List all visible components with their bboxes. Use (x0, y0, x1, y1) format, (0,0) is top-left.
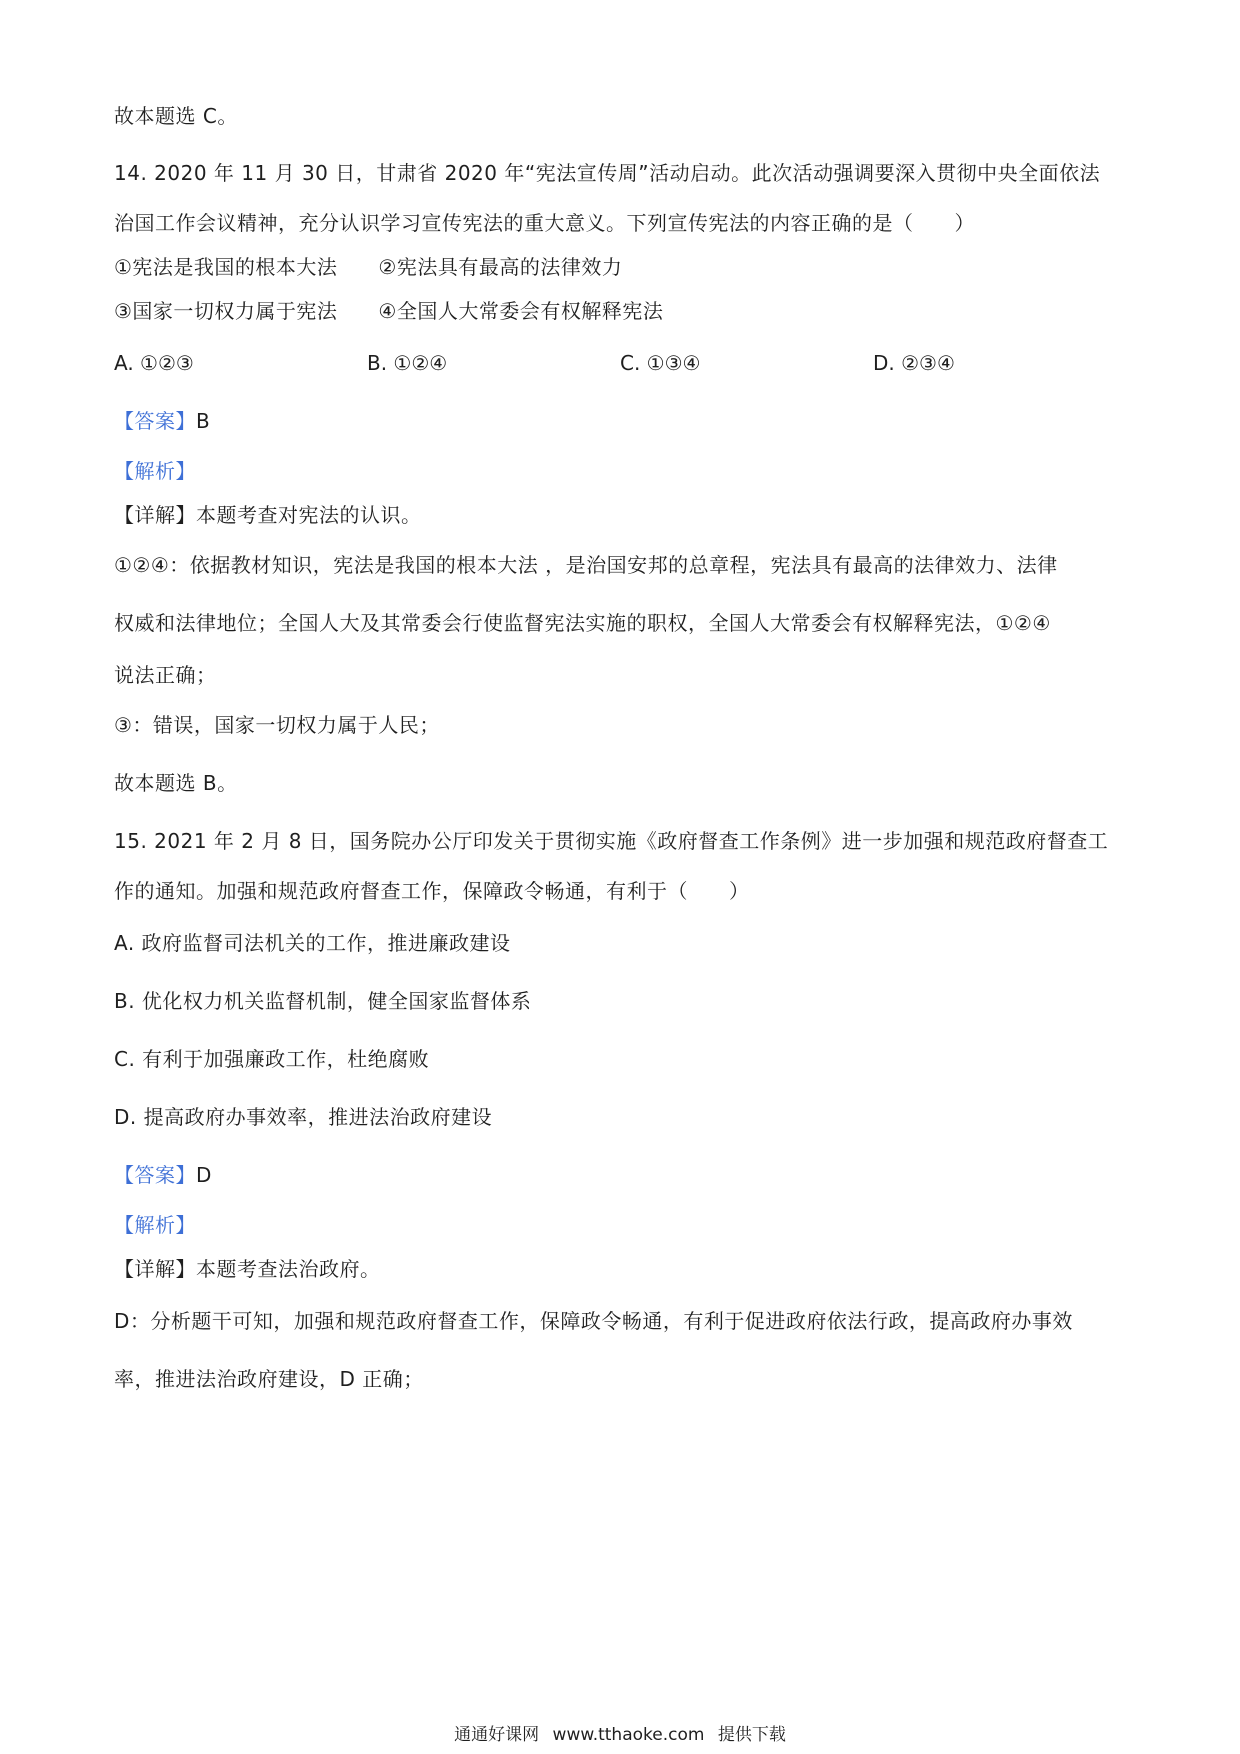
q15-option-a: A. 政府监督司法机关的工作，推进廉政建设 (114, 931, 511, 955)
q15-explain-line1: D：分析题干可知，加强和规范政府督查工作，保障政令畅通，有利于促进政府依法行政，提高政府办事效 (114, 1309, 1073, 1333)
q15-detail: 【详解】本题考查法治政府。 (114, 1257, 381, 1281)
q14-explain-line2: 权威和法律地位；全国人大及其常委会行使监督宪法实施的职权，全国人大常委会有权解释宪法，①②④ (114, 611, 1051, 635)
q14-option-c: C. ①③④ (620, 351, 701, 375)
footer-site-name: 通通好课网 (454, 1725, 540, 1745)
q14-option-d: D. ②③④ (873, 351, 955, 375)
q14-conclusion: 故本题选 B。 (114, 771, 238, 795)
q15-option-b: B. 优化权力机关监督机制，健全国家监督体系 (114, 989, 532, 1013)
q15-option-c: C. 有利于加强廉政工作，杜绝腐败 (114, 1047, 430, 1071)
q14-option-a: A. ①②③ (114, 351, 194, 375)
q14-items-line2: ③国家一切权力属于宪法 ④全国人大常委会有权解释宪法 (114, 299, 664, 323)
footer-url-link[interactable]: www.tthaoke.com (552, 1725, 705, 1745)
answer-label: 【答案】 (114, 1163, 196, 1187)
q15-answer (114, 1162, 212, 1188)
q15-stem-line2: 作的通知。加强和规范政府督查工作，保障政令畅通，有利于（ ） (114, 879, 750, 903)
q14-stem-line2: 治国工作会议精神，充分认识学习宣传宪法的重大意义。下列宣传宪法的内容正确的是（ ） (114, 211, 975, 235)
q14-explain-line3: 说法正确； (114, 663, 217, 687)
q14-stem-line1: 14. 2020 年 11 月 30 日，甘肃省 2020 年“宪法宣传周”活动启动。此次活动强调要深入贯彻中央全面依法 (114, 161, 1101, 185)
q15-explain-line2: 率，推进法治政府建设，D 正确； (114, 1367, 424, 1391)
answer-label: 【答案】 (114, 409, 196, 433)
q14-explain-line4: ③：错误，国家一切权力属于人民； (114, 713, 440, 737)
q14-option-b: B. ①②④ (367, 351, 448, 375)
q14-analysis-label: 【解析】 (114, 459, 196, 483)
previous-conclusion: 故本题选 C。 (114, 104, 238, 128)
q14-explain-line1: ①②④：依据教材知识，宪法是我国的根本大法 ，是治国安邦的总章程，宪法具有最高的法律效力、法律 (114, 553, 1058, 577)
q15-option-d: D. 提高政府办事效率，推进法治政府建设 (114, 1105, 493, 1129)
q14-detail: 【详解】本题考查对宪法的认识。 (114, 503, 422, 527)
q14-items-line1: ①宪法是我国的根本大法 ②宪法具有最高的法律效力 (114, 255, 623, 279)
page-footer (0, 1724, 1240, 1746)
answer-value: D (196, 1163, 212, 1187)
answer-value: B (196, 409, 211, 433)
q14-answer (114, 408, 210, 434)
footer-note: 提供下载 (717, 1725, 786, 1745)
q15-analysis-label: 【解析】 (114, 1213, 196, 1237)
q15-stem-line1: 15. 2021 年 2 月 8 日，国务院办公厅印发关于贯彻实施《政府督查工作条例》进一步加强和规范政府督查工 (114, 829, 1109, 853)
